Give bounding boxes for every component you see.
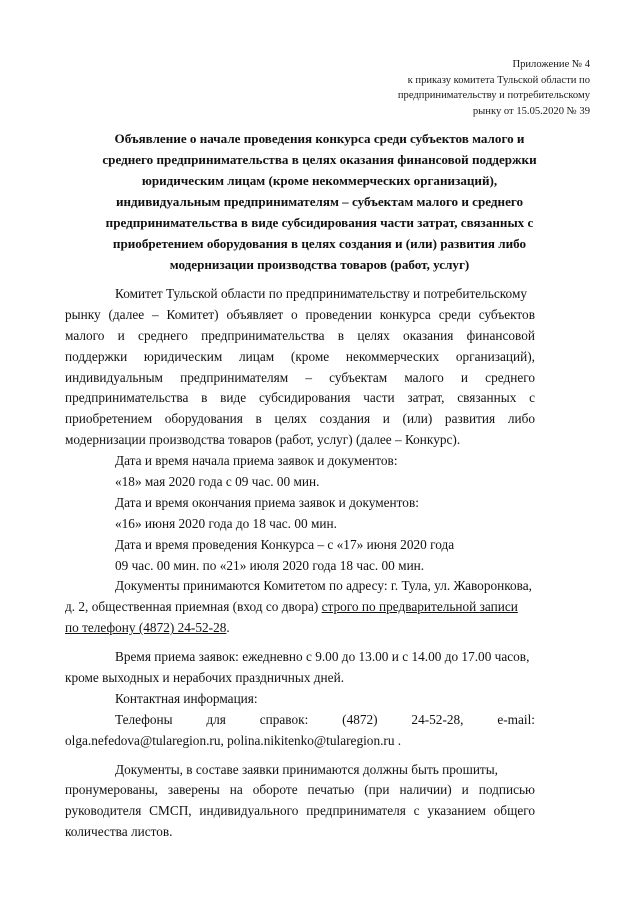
paragraph-line: Документы принимаются Комитетом по адресу: г. Тула, ул. Жаворонкова, (115, 578, 532, 594)
title-line: Объявление о начале проведения конкурса среди субъектов малого и (114, 131, 525, 146)
title-line: приобретением оборудования в целях создания и (или) развития либо (112, 236, 527, 251)
title-line: индивидуальным предпринимателям – субъектам малого и среднего (115, 194, 524, 209)
contacts-emails: olga.nefedova@tularegion.ru, polina.nikitenko@tularegion.ru . (65, 732, 402, 748)
end-date-value: «16» июня 2020 года до 18 час. 00 мин. (115, 515, 337, 531)
contest-date-value: 09 час. 00 мин. по «21» июля 2020 года 18 час. 00 мин. (115, 557, 425, 573)
paragraph-line (65, 618, 535, 639)
contacts-label: Контактная информация: (115, 690, 258, 706)
paragraph-line: модернизации производства товаров (работ, услуг) (далее – Конкурс). (65, 432, 461, 448)
paragraph-line: поддержки юридическим лицам (кроме некоммерческих организаций), (65, 348, 535, 364)
paragraph-line: рынку (далее – Комитет) объявляет о проведении конкурса среди субъектов (65, 306, 535, 322)
appointment-phone: по телефону (4872) 24-52-28 (65, 620, 227, 636)
dates-section (115, 451, 585, 576)
document-body (65, 284, 585, 843)
paragraph-line: Комитет Тульской области по предпринимательству и потребительскому (115, 286, 528, 301)
document-title (60, 128, 579, 275)
paragraph-line: малого и среднего предпринимательства в целях оказания финансовой (65, 327, 535, 343)
address-period: . (226, 620, 230, 636)
documents-paragraph (65, 760, 585, 844)
paragraph-line: руководителя СМСП, индивидуального предпринимателя с указанием общего (65, 803, 535, 819)
appendix-order-line: к приказу комитета Тульской области по (407, 74, 590, 86)
intro-paragraph (65, 284, 585, 451)
appendix-number: Приложение № 4 (512, 59, 590, 70)
appendix-header (330, 57, 590, 119)
hours-paragraph (65, 647, 585, 689)
spacer (115, 639, 585, 647)
start-date-label: Дата и время начала приема заявок и документов: (115, 453, 398, 469)
address-paragraph (65, 576, 585, 639)
end-date-label: Дата и время окончания приема заявок и документов: (115, 494, 419, 510)
title-line: юридическим лицам (кроме некоммерческих организаций), (141, 173, 498, 188)
title-line: среднего предпринимательства в целях оказания финансовой поддержки (102, 152, 537, 167)
paragraph-line (65, 597, 535, 618)
title-line: модернизации производства товаров (работ, услуг) (169, 257, 470, 272)
title-line: предпринимательства в виде субсидирования части затрат, связанных с (105, 215, 534, 230)
start-date-value: «18» мая 2020 года с 09 час. 00 мин. (115, 474, 320, 490)
paragraph-line: индивидуальным предпринимателям – субъектам малого и среднего (65, 369, 535, 385)
spacer (115, 752, 585, 760)
paragraph-line: кроме выходных и нерабочих праздничных дней. (65, 670, 345, 686)
address-text: д. 2, общественная приемная (вход со двора) (65, 599, 322, 615)
contest-date-label: Дата и время проведения Конкурса – с «17» июня 2020 года (115, 536, 455, 552)
appointment-note: строго по предварительной записи (321, 599, 518, 615)
paragraph-line: Время приема заявок: ежедневно с 9.00 до 13.00 и с 14.00 до 17.00 часов, (115, 649, 530, 665)
paragraph-line: предпринимательства в виде субсидирования части затрат, связанных с (65, 390, 535, 406)
paragraph-line: приобретением оборудования в целях создания и (или) развития либо (65, 411, 535, 427)
appendix-order-date: рынку от 15.05.2020 № 39 (472, 105, 590, 117)
paragraph-line: количества листов. (65, 824, 173, 840)
appendix-order-line: предпринимательству и потребительскому (397, 90, 590, 101)
contacts-phones: Телефоны для справок: (4872) 24-52-28, e-mail: (115, 711, 535, 727)
paragraph-line: Документы, в составе заявки принимаются должны быть прошиты, (115, 761, 499, 777)
paragraph-line: пронумерованы, заверены на обороте печатью (при наличии) и подписью (65, 782, 535, 798)
contacts-section (65, 689, 585, 752)
